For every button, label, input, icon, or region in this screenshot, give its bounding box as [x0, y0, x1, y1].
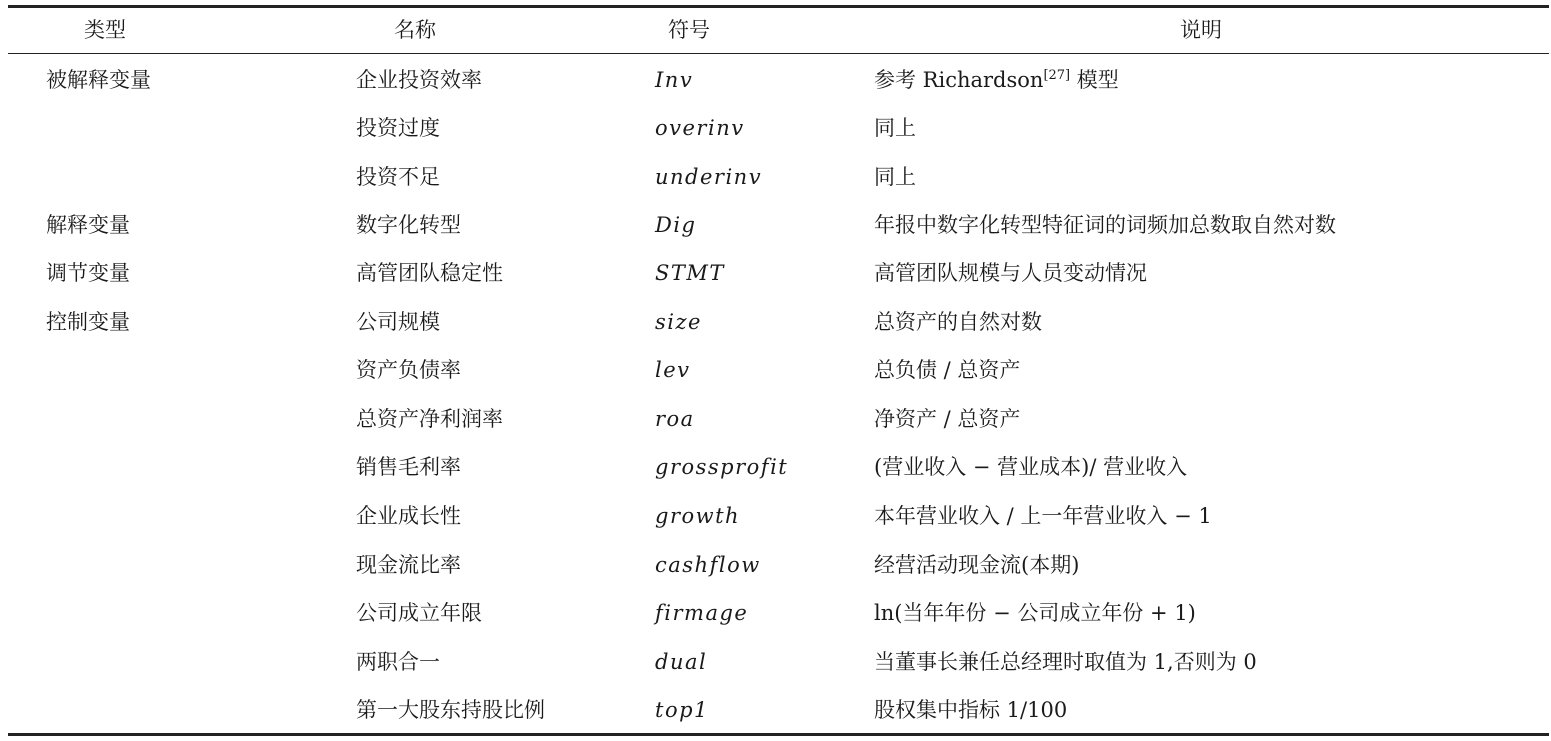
type-cell: 调节变量 — [46, 261, 130, 285]
name-cell: 数字化转型 — [356, 213, 461, 237]
table-row — [0, 256, 1551, 304]
symbol-cell: underinv — [655, 165, 763, 189]
description-cell: 总负债 / 总资产 — [874, 358, 1021, 382]
header-description: 说明 — [1180, 18, 1222, 42]
header-type: 类型 — [84, 18, 126, 42]
table-row — [0, 499, 1551, 547]
name-cell: 投资过度 — [356, 116, 440, 140]
name-cell: 企业成长性 — [356, 504, 461, 528]
symbol-cell: roa — [655, 407, 695, 431]
name-cell: 总资产净利润率 — [356, 407, 503, 431]
table-row — [0, 450, 1551, 498]
table-row — [0, 160, 1551, 208]
symbol-cell: overinv — [655, 116, 745, 140]
symbol-cell: cashflow — [655, 553, 761, 577]
name-cell: 投资不足 — [356, 165, 440, 189]
table-row — [0, 208, 1551, 256]
description-cell: 同上 — [874, 165, 916, 189]
description-cell: 本年营业收入 / 上一年营业收入 − 1 — [874, 504, 1212, 528]
type-cell: 被解释变量 — [46, 68, 151, 92]
table-row — [0, 111, 1551, 159]
name-cell: 资产负债率 — [356, 358, 461, 382]
name-cell: 现金流比率 — [356, 553, 461, 577]
symbol-cell: Dig — [655, 213, 697, 237]
citation-ref: [27] — [1043, 68, 1071, 83]
symbol-cell: size — [655, 310, 702, 334]
symbol-cell: Inv — [655, 68, 694, 92]
symbol-cell: lev — [655, 358, 691, 382]
table-row — [0, 353, 1551, 401]
table-row — [0, 63, 1551, 111]
header-symbol: 符号 — [668, 18, 710, 42]
description-cell: ln(当年年份 − 公司成立年份 + 1) — [874, 601, 1196, 625]
header-name: 名称 — [394, 18, 436, 42]
description-text: 参考 Richardson — [874, 68, 1044, 92]
name-cell: 公司成立年限 — [356, 601, 482, 625]
description-cell: 股权集中指标 1/100 — [874, 698, 1068, 722]
symbol-cell: firmage — [655, 601, 749, 625]
symbol-cell: grossprofit — [655, 455, 789, 479]
header-rule — [8, 53, 1549, 54]
top-rule — [8, 5, 1549, 8]
name-cell: 两职合一 — [356, 650, 440, 674]
description-cell: 总资产的自然对数 — [874, 310, 1042, 334]
description-cell: 年报中数字化转型特征词的词频加总数取自然对数 — [874, 213, 1336, 237]
name-cell: 公司规模 — [356, 310, 440, 334]
description-text-tail: 模型 — [1070, 68, 1119, 92]
name-cell: 高管团队稳定性 — [356, 261, 503, 285]
bottom-rule — [8, 733, 1549, 736]
description-cell: (营业收入 − 营业成本)/ 营业收入 — [874, 455, 1188, 479]
table-row — [0, 596, 1551, 644]
type-cell: 控制变量 — [46, 310, 130, 334]
symbol-cell: STMT — [655, 261, 725, 285]
symbol-cell: growth — [655, 504, 741, 528]
name-cell: 销售毛利率 — [356, 455, 461, 479]
description-cell: 净资产 / 总资产 — [874, 407, 1021, 431]
table-row — [0, 305, 1551, 353]
table-row — [0, 548, 1551, 596]
type-cell: 解释变量 — [46, 213, 130, 237]
name-cell: 第一大股东持股比例 — [356, 698, 545, 722]
description-cell: 同上 — [874, 116, 916, 140]
symbol-cell: top1 — [655, 698, 709, 722]
description-cell: 当董事长兼任总经理时取值为 1,否则为 0 — [874, 650, 1257, 674]
symbol-cell: dual — [655, 650, 708, 674]
description-cell — [874, 63, 1119, 97]
description-cell: 高管团队规模与人员变动情况 — [874, 261, 1147, 285]
description-cell: 经营活动现金流(本期) — [874, 553, 1080, 577]
table-row — [0, 402, 1551, 450]
table-row — [0, 645, 1551, 693]
name-cell: 企业投资效率 — [356, 68, 482, 92]
